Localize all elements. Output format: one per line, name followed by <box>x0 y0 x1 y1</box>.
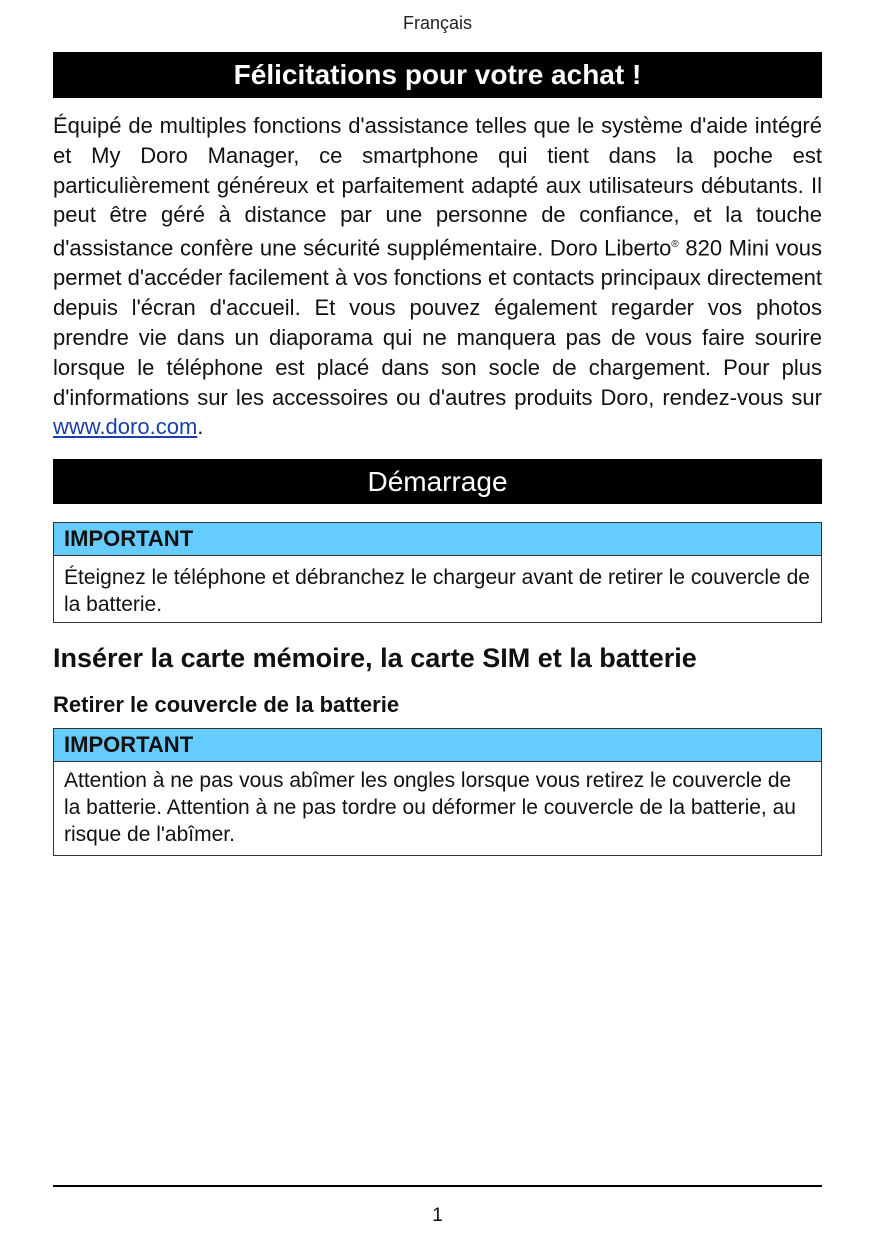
important-notice-text: Éteignez le téléphone et débranchez le chargeur avant de retirer le couvercle de la batterie. <box>64 566 810 616</box>
registered-trademark: ® <box>671 239 679 251</box>
intro-text-middle: 820 Mini vous permet d'accéder facilement à vos fonctions et contacts principaux directement depuis l'écran d'accueil. Et vous pouvez également regarder vos photos prendre vie dans un diaporama qui ne manquera pas de vous faire sourire lorsque le téléphone est placé dans son socle de chargement. Pour plus d'informations sur les accessoires ou d'autres produits Doro, rendez-vous sur <box>53 235 823 410</box>
important-label: IMPORTANT <box>54 729 821 762</box>
subheading-remove-battery-cover: Retirer le couvercle de la batterie <box>53 692 400 717</box>
important-label: IMPORTANT <box>54 523 821 556</box>
intro-text-end: . <box>197 414 204 440</box>
heading-insert-cards-battery: Insérer la carte mémoire, la carte SIM et la batterie <box>53 643 697 673</box>
doro-website-link[interactable]: www.doro.com <box>53 414 198 440</box>
important-notice-power-off <box>53 522 822 623</box>
important-notice-text: Attention à ne pas vous abîmer les ongles lorsque vous retirez le couvercle de la batterie. Attention à ne pas tordre ou déformer le couvercle de la batterie, au risque de l'abîmer. <box>64 769 796 846</box>
page-header-language: Français <box>402 13 473 33</box>
section-title-getting-started: Démarrage <box>53 459 822 504</box>
page-number: 1 <box>432 1205 443 1226</box>
important-notice-nails <box>53 728 822 856</box>
intro-paragraph <box>53 111 822 442</box>
footer-divider <box>53 1185 822 1187</box>
intro-text-start: Équipé de multiples fonctions d'assistance telles que le système d'aide intégré et My Doro Manager, ce smartphone qui tient dans la poche est particulièrement généreux et parfaitement adapté aux utilisateurs débutants. Il peut être géré à distance par une personne de confiance, et la touche d'assistance confère une sécurité supplémentaire. Doro Liberto <box>53 113 822 261</box>
section-title-congratulations: Félicitations pour votre achat ! <box>53 52 822 98</box>
